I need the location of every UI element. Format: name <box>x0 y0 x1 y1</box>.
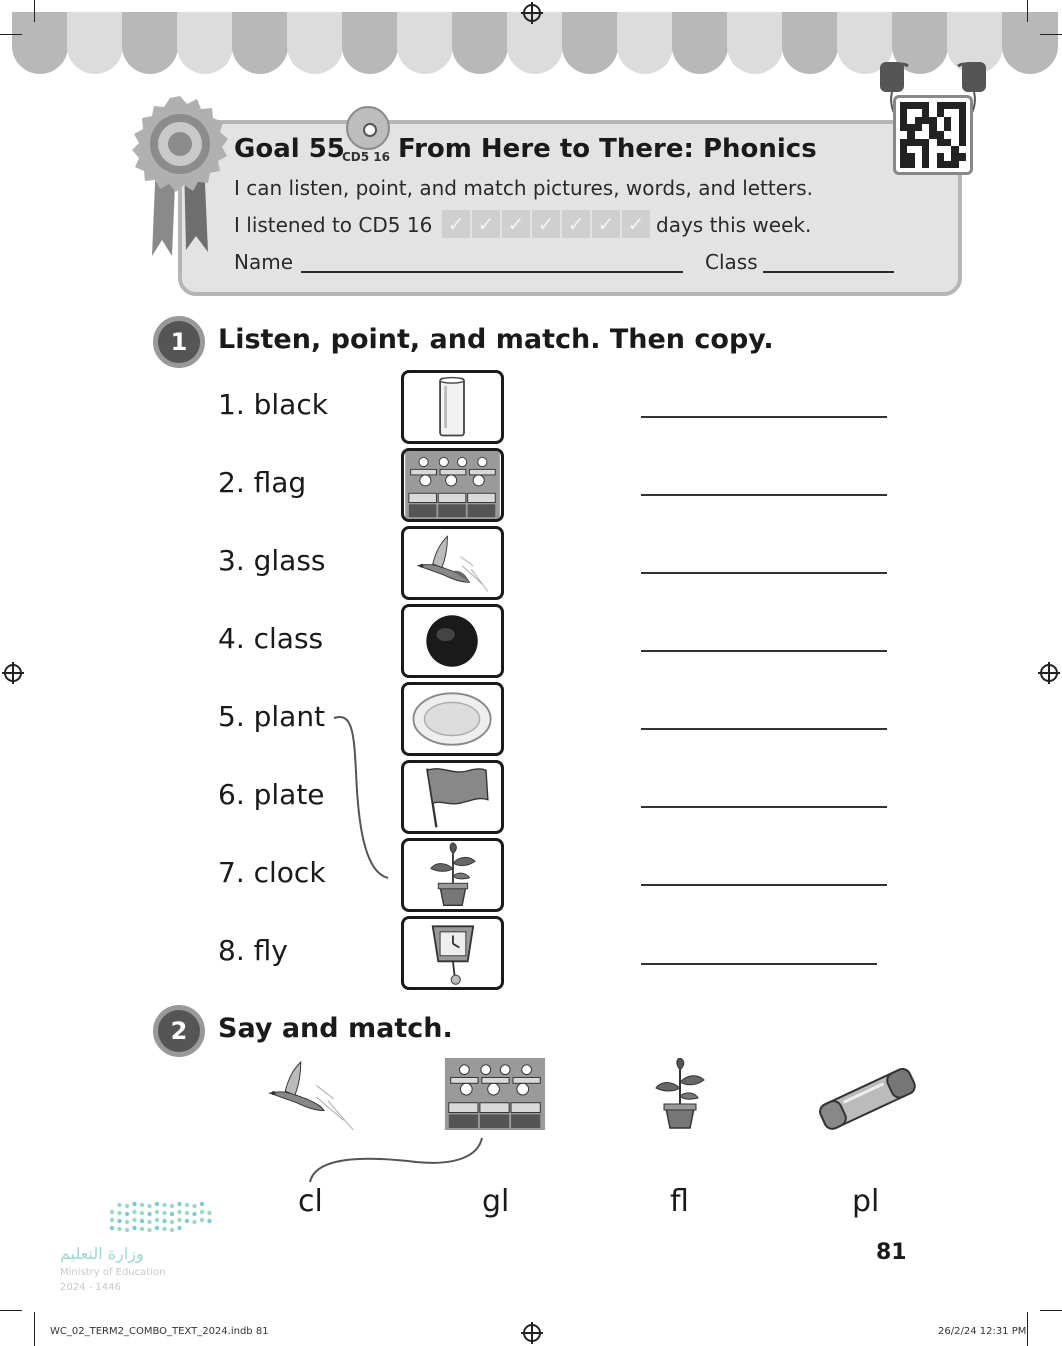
qr-module <box>900 131 907 138</box>
logo-dot <box>155 1202 159 1206</box>
qr-module <box>900 139 907 146</box>
flag-icon <box>404 763 501 831</box>
crop-mark <box>0 1310 22 1311</box>
awning-scallop <box>287 12 343 74</box>
exercise-1-badge: 1 <box>153 316 205 368</box>
logo-dot <box>200 1218 204 1222</box>
qr-module <box>944 124 951 131</box>
qr-module <box>937 131 944 138</box>
qr-module <box>900 117 907 124</box>
logo-dot <box>185 1211 189 1215</box>
registration-mark <box>523 4 541 22</box>
qr-module <box>929 153 936 160</box>
logo-dot <box>147 1212 151 1216</box>
qr-module <box>922 161 929 168</box>
word-6: 6. plate <box>218 778 325 811</box>
qr-module <box>922 131 929 138</box>
plant-picture[interactable] <box>401 838 504 912</box>
glass-picture[interactable] <box>401 370 504 444</box>
logo-dot <box>162 1211 166 1215</box>
logo-dot <box>147 1220 151 1224</box>
glue-stick-icon[interactable] <box>808 1062 926 1134</box>
word-1: 1. black <box>218 388 328 421</box>
ministry-arabic: وزارة التعليم <box>60 1244 144 1263</box>
logo-dot <box>207 1219 211 1223</box>
qr-module <box>907 153 914 160</box>
bird-icon <box>404 529 501 597</box>
logo-dot <box>207 1211 211 1215</box>
flag-picture[interactable] <box>401 760 504 834</box>
awning-scallop <box>727 12 783 74</box>
day-checkbox[interactable]: ✓ <box>622 210 650 238</box>
qr-module <box>944 131 951 138</box>
classroom-icon <box>404 451 501 519</box>
qr-module <box>937 109 944 116</box>
logo-dot <box>170 1228 174 1232</box>
logo-dot <box>192 1204 196 1208</box>
copy-line-1[interactable] <box>641 416 887 418</box>
awning-scallop <box>782 12 838 74</box>
cd-track-label: CD5 16 <box>342 150 390 164</box>
class-label: Class <box>705 250 758 274</box>
logo-dot <box>185 1219 189 1223</box>
registration-mark <box>523 1324 541 1342</box>
qr-module <box>929 146 936 153</box>
qr-module <box>951 131 958 138</box>
qr-module <box>951 109 958 116</box>
qr-module <box>922 124 929 131</box>
qr-module <box>929 102 936 109</box>
qr-module <box>900 124 907 131</box>
registration-mark <box>4 664 22 682</box>
logo-dot <box>177 1202 181 1206</box>
black-ball-icon <box>404 607 501 675</box>
logo-dot <box>140 1219 144 1223</box>
logo-dot <box>117 1219 121 1223</box>
awning-scallop <box>1002 12 1058 74</box>
word-3: 3. glass <box>218 544 326 577</box>
logo-dot <box>117 1203 121 1207</box>
class-write-line[interactable] <box>763 271 894 273</box>
qr-module <box>929 117 936 124</box>
clock-icon <box>404 919 501 987</box>
example-match-line <box>330 712 394 884</box>
logo-dot <box>140 1211 144 1215</box>
qr-module <box>944 161 951 168</box>
copy-line-2[interactable] <box>641 494 887 496</box>
letters-gl[interactable]: gl <box>482 1184 510 1219</box>
awning-scallop <box>397 12 453 74</box>
qr-module <box>944 109 951 116</box>
qr-module <box>929 131 936 138</box>
qr-module <box>937 102 944 109</box>
logo-dot <box>125 1220 129 1224</box>
logo-dot <box>192 1212 196 1216</box>
qr-module <box>922 146 929 153</box>
day-checkbox[interactable]: ✓ <box>472 210 500 238</box>
logo-dot <box>147 1228 151 1232</box>
copy-line-3[interactable] <box>641 572 887 574</box>
crop-mark <box>34 1312 35 1346</box>
classroom-picture[interactable] <box>401 448 504 522</box>
logo-dot <box>170 1220 174 1224</box>
word-8: 8. fly <box>218 934 288 967</box>
awning-scallop <box>672 12 728 74</box>
logo-dot <box>155 1226 159 1230</box>
qr-module <box>944 153 951 160</box>
qr-module <box>959 117 966 124</box>
qr-module <box>929 139 936 146</box>
word-7: 7. clock <box>218 856 326 889</box>
qr-module <box>915 161 922 168</box>
copy-line-5[interactable] <box>641 728 887 730</box>
qr-module <box>937 139 944 146</box>
logo-dot <box>110 1226 114 1230</box>
logo-dot <box>147 1204 151 1208</box>
qr-module <box>944 102 951 109</box>
example-match-line <box>306 1134 488 1186</box>
qr-module <box>944 117 951 124</box>
qr-module <box>937 117 944 124</box>
qr-module <box>929 109 936 116</box>
qr-module <box>929 124 936 131</box>
qr-module <box>959 146 966 153</box>
qr-module <box>915 153 922 160</box>
qr-code[interactable] <box>893 95 973 175</box>
listening-checkboxes <box>442 210 650 238</box>
qr-module <box>937 161 944 168</box>
qr-module <box>951 153 958 160</box>
bird-icon[interactable] <box>260 1056 360 1136</box>
qr-module <box>915 139 922 146</box>
goal-title: From Here to There: Phonics <box>398 134 817 164</box>
exercise-1-instruction: Listen, point, and match. Then copy. <box>218 324 774 355</box>
qr-module <box>900 102 907 109</box>
qr-module <box>907 161 914 168</box>
logo-dot <box>110 1210 114 1214</box>
qr-module <box>959 161 966 168</box>
crop-mark <box>1027 1312 1028 1346</box>
logo-dot <box>132 1210 136 1214</box>
logo-dot <box>132 1202 136 1206</box>
logo-dot <box>192 1220 196 1224</box>
qr-module <box>922 117 929 124</box>
plant-icon[interactable] <box>640 1058 718 1132</box>
qr-module <box>915 131 922 138</box>
exercise-2-instruction: Say and match. <box>218 1013 453 1044</box>
qr-module <box>900 161 907 168</box>
qr-module <box>937 124 944 131</box>
qr-module <box>937 153 944 160</box>
logo-dot <box>110 1218 114 1222</box>
listened-suffix: days this week. <box>656 213 812 237</box>
word-5: 5. plant <box>218 700 326 733</box>
plant-icon <box>404 841 501 909</box>
logo-dot <box>140 1227 144 1231</box>
qr-module <box>907 124 914 131</box>
qr-module <box>929 161 936 168</box>
logo-dot <box>185 1203 189 1207</box>
objective-text: I can listen, point, and match pictures, words, and letters. <box>234 176 814 200</box>
awning-scallop <box>232 12 288 74</box>
awning-scallop <box>562 12 618 74</box>
crop-mark <box>1027 0 1028 22</box>
qr-module <box>915 109 922 116</box>
footer-date: 26/2/24 12:31 PM <box>938 1326 1027 1337</box>
qr-module <box>959 102 966 109</box>
day-checkbox[interactable]: ✓ <box>562 210 590 238</box>
qr-module <box>915 124 922 131</box>
qr-module <box>944 139 951 146</box>
rosette-icon <box>132 96 228 192</box>
qr-module <box>937 146 944 153</box>
ministry-year: 2024 - 1446 <box>60 1282 121 1293</box>
awning-scallop <box>12 12 68 74</box>
qr-module <box>907 146 914 153</box>
qr-module <box>959 124 966 131</box>
logo-dot <box>117 1211 121 1215</box>
ministry-logo <box>108 1200 218 1236</box>
qr-module <box>907 117 914 124</box>
name-write-line[interactable] <box>301 271 683 273</box>
qr-module <box>907 102 914 109</box>
exercise-2-badge: 2 <box>153 1005 205 1057</box>
logo-dot <box>132 1218 136 1222</box>
day-checkbox[interactable]: ✓ <box>532 210 560 238</box>
qr-module <box>944 146 951 153</box>
glass-icon <box>404 373 501 441</box>
awning-scallop <box>342 12 398 74</box>
qr-module <box>951 102 958 109</box>
logo-dot <box>155 1210 159 1214</box>
qr-module <box>915 146 922 153</box>
qr-module <box>959 153 966 160</box>
logo-dot <box>200 1210 204 1214</box>
qr-module <box>900 146 907 153</box>
bird-picture[interactable] <box>401 526 504 600</box>
qr-module <box>915 102 922 109</box>
word-4: 4. class <box>218 622 324 655</box>
crop-mark <box>1040 34 1062 35</box>
awning-scallop <box>122 12 178 74</box>
logo-dot <box>162 1203 166 1207</box>
qr-module <box>951 146 958 153</box>
classroom-icon[interactable] <box>441 1058 549 1130</box>
cd-icon[interactable] <box>346 106 390 150</box>
logo-dot <box>200 1202 204 1206</box>
logo-dot <box>140 1203 144 1207</box>
logo-dot <box>177 1210 181 1214</box>
logo-dot <box>117 1227 121 1231</box>
qr-module <box>922 109 929 116</box>
letters-fl[interactable]: fl <box>670 1184 689 1219</box>
qr-module <box>959 139 966 146</box>
qr-module <box>959 109 966 116</box>
awning-scallop <box>617 12 673 74</box>
logo-dot <box>177 1226 181 1230</box>
logo-dot <box>125 1212 129 1216</box>
ministry-english: Ministry of Education <box>60 1267 166 1278</box>
awning-scallop <box>177 12 233 74</box>
logo-dot <box>162 1219 166 1223</box>
logo-dot <box>125 1228 129 1232</box>
qr-module <box>951 124 958 131</box>
logo-dot <box>125 1204 129 1208</box>
name-label: Name <box>234 250 294 274</box>
qr-module <box>907 139 914 146</box>
day-checkbox[interactable]: ✓ <box>502 210 530 238</box>
goal-number: Goal 55 <box>234 134 345 164</box>
qr-module <box>907 131 914 138</box>
listened-prefix: I listened to CD5 16 <box>234 213 433 237</box>
footer-file-info: WC_02_TERM2_COMBO_TEXT_2024.indb 81 <box>50 1326 269 1337</box>
qr-module <box>951 161 958 168</box>
registration-mark <box>1040 664 1058 682</box>
plate-icon <box>404 685 501 753</box>
qr-module <box>922 153 929 160</box>
copy-line-8[interactable] <box>641 963 877 965</box>
qr-module <box>951 117 958 124</box>
awning-scallop <box>67 12 123 74</box>
crop-mark <box>1040 1310 1062 1311</box>
page-number: 81 <box>876 1240 907 1265</box>
logo-dot <box>170 1212 174 1216</box>
day-checkbox[interactable]: ✓ <box>442 210 470 238</box>
logo-dot <box>162 1227 166 1231</box>
copy-line-4[interactable] <box>641 650 887 652</box>
copy-line-7[interactable] <box>641 884 887 886</box>
qr-module <box>915 117 922 124</box>
qr-module <box>900 109 907 116</box>
awning-scallop <box>452 12 508 74</box>
copy-line-6[interactable] <box>641 806 887 808</box>
logo-dot <box>170 1204 174 1208</box>
letters-pl[interactable]: pl <box>852 1184 880 1219</box>
crop-mark <box>34 0 35 22</box>
qr-module <box>959 131 966 138</box>
qr-module <box>951 139 958 146</box>
letters-cl[interactable]: cl <box>298 1184 323 1219</box>
black-ball-picture[interactable] <box>401 604 504 678</box>
logo-dot <box>177 1218 181 1222</box>
logo-dot <box>132 1226 136 1230</box>
clock-picture[interactable] <box>401 916 504 990</box>
plate-picture[interactable] <box>401 682 504 756</box>
qr-module <box>907 109 914 116</box>
qr-module <box>922 102 929 109</box>
qr-module <box>900 153 907 160</box>
logo-dot <box>155 1218 159 1222</box>
crop-mark <box>0 34 22 35</box>
word-2: 2. flag <box>218 466 307 499</box>
qr-module <box>922 139 929 146</box>
day-checkbox[interactable]: ✓ <box>592 210 620 238</box>
